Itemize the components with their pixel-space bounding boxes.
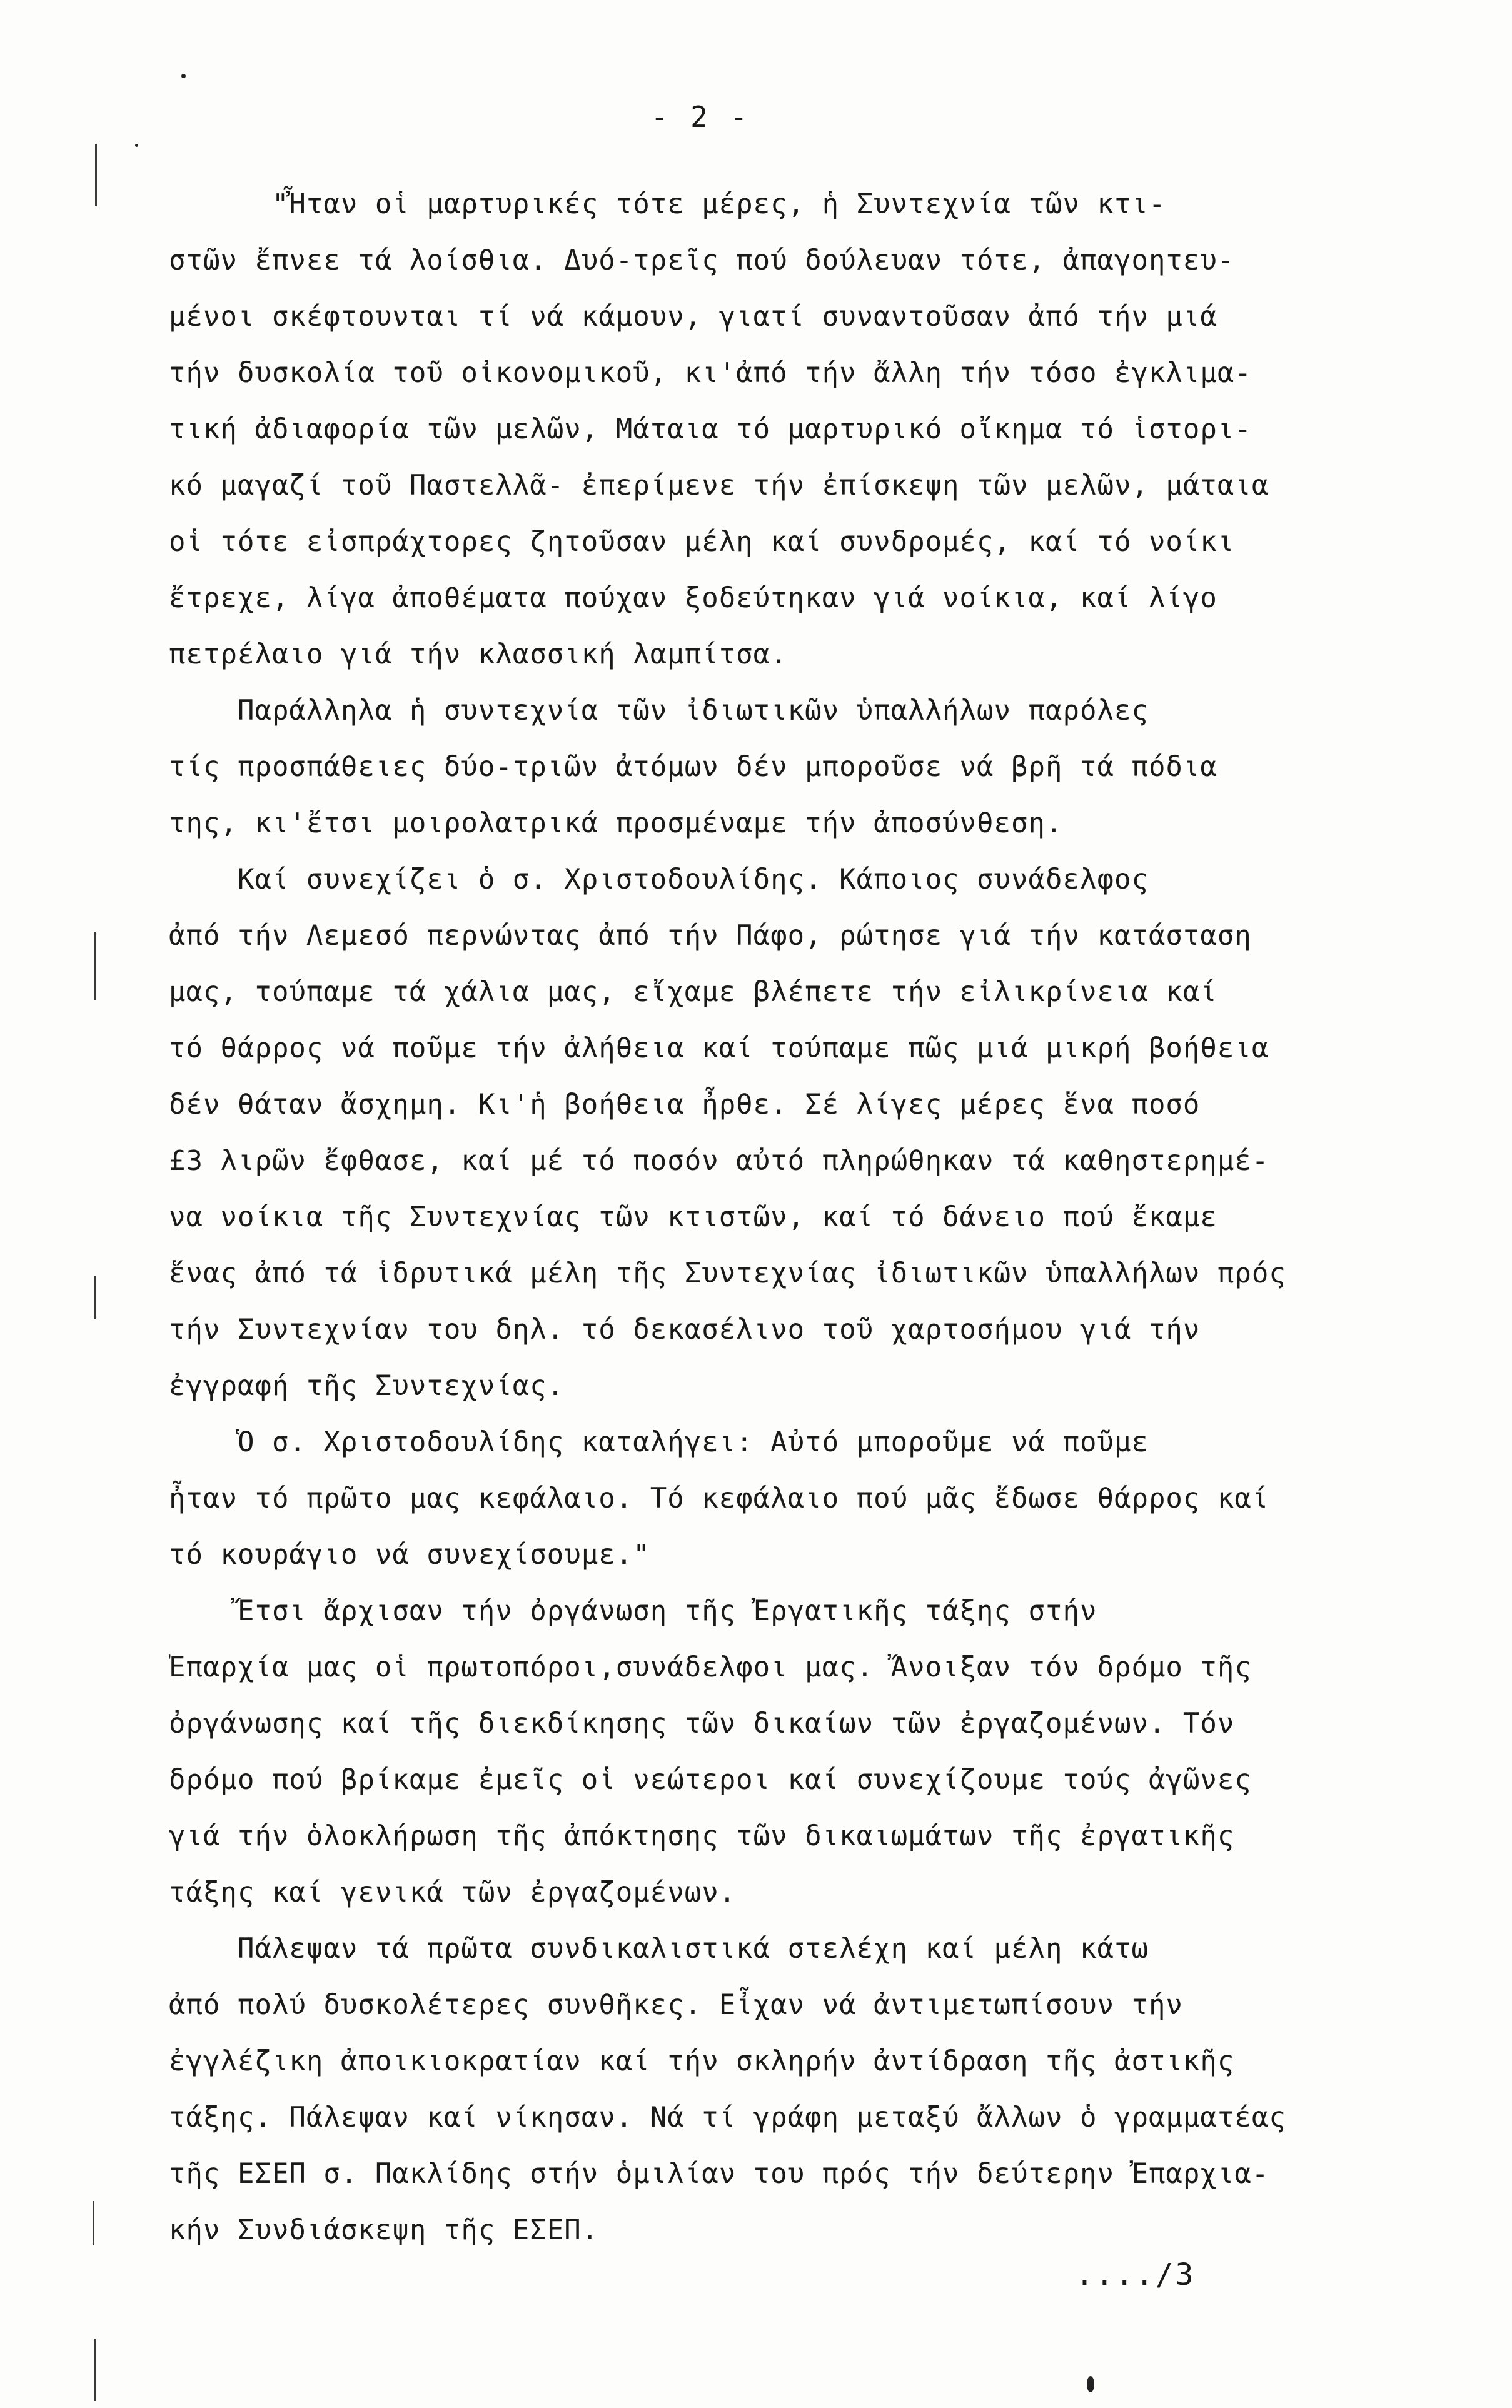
text-line: Καί συνεχίζει ὁ σ. Χριστοδουλίδης. Κάποιος συνάδελφος <box>169 864 1149 895</box>
text-line: τήν Συντεχνίαν του δηλ. τό δεκασέλινο τοῦ χαρτοσήμου γιά τήν <box>169 1314 1201 1346</box>
text-line: ἀπό πολύ δυσκολέτερες συνθῆκες. Εἶχαν νά ἀντιμετωπίσουν τήν <box>169 1989 1183 2021</box>
scan-speck <box>181 74 186 78</box>
text-line: τική ἀδιαφορία τῶν μελῶν, Μάταια τό μαρτυρικό οἴκημα τό ἱστορι- <box>169 413 1252 445</box>
text-line: ἐγγραφή τῆς Συντεχνίας. <box>169 1370 565 1402</box>
text-line: τό κουράγιο νά συνεχίσουμε." <box>169 1539 650 1571</box>
text-line: δρόμο πού βρίκαμε ἐμεῖς οἱ νεώτεροι καί συνεχίζουμε τούς ἀγῶνες <box>169 1764 1252 1796</box>
text-line: μας, τούπαμε τά χάλια μας, εἴχαμε βλέπετε τήν εἰλικρίνεια καί <box>169 976 1217 1008</box>
text-line: Ὁ σ. Χριστοδουλίδης καταλήγει: Αὐτό μποροῦμε νά ποῦμε <box>169 1426 1149 1458</box>
scan-margin-mark <box>95 144 97 206</box>
text-line: της, κι'ἔτσι μοιρολατρικά προσμέναμε τήν ἀποσύνθεση. <box>169 807 1063 839</box>
text-line: δέν θάταν ἄσχημη. Κι'ἡ βοήθεια ἦρθε. Σέ λίγες μέρες ἕνα ποσό <box>169 1089 1201 1121</box>
scan-margin-mark <box>94 1276 96 1319</box>
text-line: κό μαγαζί τοῦ Παστελλᾶ- ἐπερίμενε τήν ἐπίσκεψη τῶν μελῶν, μάταια <box>169 470 1269 501</box>
text-line: κήν Συνδιάσκεψη τῆς ΕΣΕΠ. <box>169 2214 599 2246</box>
text-line: να νοίκια τῆς Συντεχνίας τῶν κτιστῶν, καί τό δάνειο πού ἔκαμε <box>169 1201 1217 1233</box>
paragraph-4 <box>169 1414 1419 1583</box>
text-line: ἔτρεχε, λίγα ἀποθέματα πούχαν ξοδεύτηκαν γιά νοίκια, καί λίγο <box>169 582 1217 614</box>
text-line: τήν δυσκολία τοῦ οἰκονομικοῦ, κι'ἀπό τήν ἄλλη τήν τόσο ἐγκλιμα- <box>169 357 1252 389</box>
page-number: - 2 - <box>650 100 750 134</box>
scan-margin-mark <box>94 2339 96 2401</box>
text-line: ἕνας ἀπό τά ἱδρυτικά μέλη τῆς Συντεχνίας ἰδιωτικῶν ὑπαλλήλων πρός <box>169 1257 1286 1289</box>
scan-margin-mark <box>93 2201 94 2245</box>
scan-speck <box>135 144 138 147</box>
text-line: Παράλληλα ἡ συντεχνία τῶν ἰδιωτικῶν ὑπαλλήλων παρόλες <box>169 695 1149 727</box>
scan-margin-mark <box>94 932 96 1000</box>
text-line: τάξης καί γενικά τῶν ἐργαζομένων. <box>169 1877 737 1908</box>
paragraph-2 <box>169 683 1419 852</box>
text-line: στῶν ἔπνεε τά λοίσθια. Δυό-τρεῖς πού δούλευαν τότε, ἀπαγοητευ- <box>169 244 1235 276</box>
text-line: £3 λιρῶν ἔφθασε, καί μέ τό ποσόν αὐτό πληρώθηκαν τά καθηστερημέ- <box>169 1145 1269 1177</box>
text-line: τό θάρρος νά ποῦμε τήν ἀλήθεια καί τούπαμε πῶς μιά μικρή βοήθεια <box>169 1032 1269 1064</box>
text-line: μένοι σκέφτουνται τί νά κάμουν, γιατί συναντοῦσαν ἀπό τήν μιά <box>169 301 1217 333</box>
paragraph-1 <box>169 176 1419 683</box>
text-line: ὀργάνωσης καί τῆς διεκδίκησης τῶν δικαίων τῶν ἐργαζομένων. Τόν <box>169 1708 1235 1740</box>
paragraph-3 <box>169 852 1419 1414</box>
text-line: Πάλεψαν τά πρῶτα συνδικαλιστικά στελέχη καί μέλη κάτω <box>169 1933 1149 1965</box>
paragraph-6 <box>169 1921 1419 2259</box>
continuation-marker: ..../3 <box>1076 2257 1196 2292</box>
text-line: τάξης. Πάλεψαν καί νίκησαν. Νά τί γράφη μεταξύ ἄλλων ὁ γραμματέας <box>169 2102 1286 2133</box>
text-line: τίς προσπάθειες δύο-τριῶν ἀτόμων δέν μποροῦσε νά βρῆ τά πόδια <box>169 751 1217 783</box>
text-line: ἐγγλέζικη ἀποικιοκρατίαν καί τήν σκληρήν ἀντίδραση τῆς ἀστικῆς <box>169 2045 1235 2077</box>
text-line: Ἔτσι ἄρχισαν τήν ὀργάνωση τῆς Ἐργατικῆς τάξης στήν <box>169 1595 1097 1627</box>
body-text <box>169 176 1419 2259</box>
paragraph-5 <box>169 1583 1419 1921</box>
text-line: τῆς ΕΣΕΠ σ. Πακλίδης στήν ὁμιλίαν του πρός τήν δεύτερην Ἐπαρχια- <box>169 2158 1269 2190</box>
scan-speck <box>1087 2376 1094 2392</box>
text-line: Ἐπαρχία μας οἱ πρωτοπόροι,συνάδελφοι μας. Ἄνοιξαν τόν δρόμο τῆς <box>169 1651 1252 1683</box>
text-line: οἱ τότε εἰσπράχτορες ζητοῦσαν μέλη καί συνδρομές, καί τό νοίκι <box>169 526 1235 558</box>
text-line: γιά τήν ὁλοκλήρωση τῆς ἀπόκτησης τῶν δικαιωμάτων τῆς ἐργατικῆς <box>169 1820 1235 1852</box>
text-line: ἦταν τό πρῶτο μας κεφάλαιο. Τό κεφάλαιο πού μᾶς ἔδωσε θάρρος καί <box>169 1483 1269 1514</box>
text-line: ἀπό τήν Λεμεσό περνώντας ἀπό τήν Πάφο, ρώτησε γιά τήν κατάσταση <box>169 920 1252 952</box>
text-line: "Ἦταν οἱ μαρτυρικές τότε μέρες, ἡ Συντεχνία τῶν κτι- <box>169 188 1166 220</box>
text-line: πετρέλαιο γιά τήν κλασσική λαμπίτσα. <box>169 638 788 670</box>
